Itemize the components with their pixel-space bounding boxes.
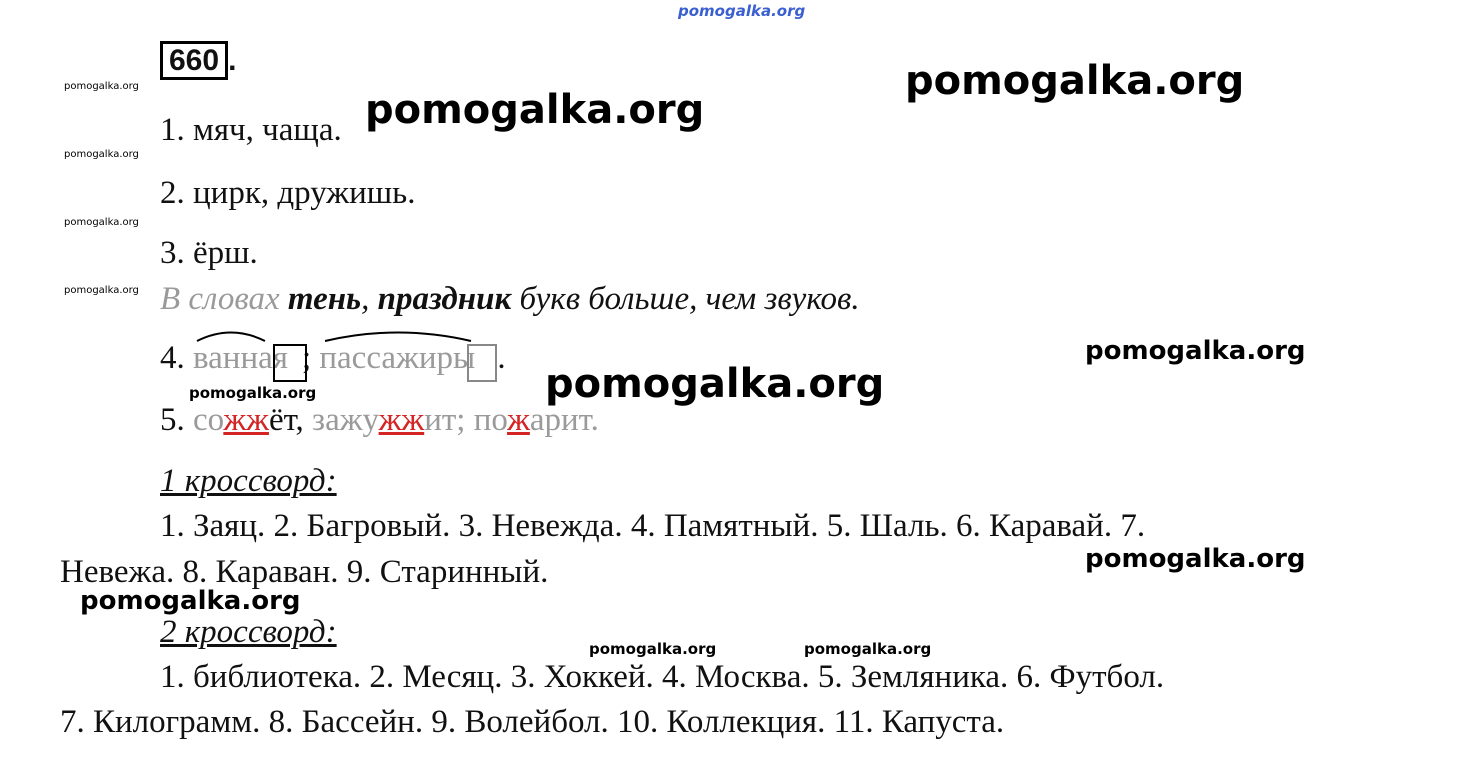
task-number: 660 (160, 41, 228, 80)
note-prefix: В словах (160, 281, 288, 317)
crossword-2-heading: 2 кроссворд: (160, 614, 337, 650)
crossword-1-heading: 1 кроссворд: (160, 463, 337, 499)
note-word-prazdnik: праздник (377, 281, 512, 317)
word-part: по (473, 402, 508, 438)
margin-watermark: pomogalka.org (64, 149, 139, 160)
watermark-small: pomogalka.org (804, 640, 932, 658)
separator: ; (456, 402, 474, 438)
line-4-number: 4. (160, 340, 193, 376)
word-part: со (193, 402, 224, 438)
answer-line-1: 1. мяч, чаща. (160, 112, 342, 148)
note-word-ten: тень (287, 281, 362, 317)
word-vannaya (193, 340, 288, 377)
ending-box-icon (467, 344, 497, 382)
note-separator: , (361, 281, 378, 317)
line-5-number: 5. (160, 402, 193, 438)
answer-line-5 (160, 402, 599, 439)
root-arc-icon (323, 328, 473, 342)
crossword-2-line-1: 1. библиотека. 2. Месяц. 3. Хоккей. 4. Москва. 5. Земляника. 6. Футбол. (160, 659, 1165, 695)
watermark-large: pomogalka.org (905, 58, 1245, 104)
word-vannaya-text: ванная (193, 340, 288, 376)
letters-sounds-note (160, 281, 860, 318)
highlighted-letters: жж (378, 402, 425, 438)
line-4-separator: ; (301, 340, 320, 376)
answer-line-3: 3. ёрш. (160, 235, 258, 271)
watermark-large: pomogalka.org (365, 87, 705, 133)
crossword-1-line-1: 1. Заяц. 2. Багровый. 3. Невежда. 4. Памятный. 5. Шаль. 6. Каравай. 7. (160, 508, 1146, 544)
watermark-small: pomogalka.org (189, 384, 317, 402)
root-arc-icon (195, 328, 267, 342)
watermark-medium: pomogalka.org (1085, 336, 1306, 366)
task-number-dot: . (228, 44, 237, 77)
watermark-medium: pomogalka.org (80, 586, 301, 616)
watermark-small: pomogalka.org (589, 640, 717, 658)
answer-line-2: 2. цирк, дружишь. (160, 175, 416, 211)
watermark-medium: pomogalka.org (1085, 544, 1306, 574)
crossword-2-line-2: 7. Килограмм. 8. Бассейн. 9. Волейбол. 10. Коллекция. 11. Капуста. (60, 704, 1005, 740)
top-watermark: pomogalka.org (678, 2, 806, 20)
word-part: ит (424, 402, 457, 438)
word-part: арит. (529, 402, 599, 438)
word-passazhiry-text: пассажиры (319, 340, 476, 376)
word-passazhiry (319, 340, 475, 377)
ending-box-icon (273, 344, 307, 382)
word-part: зажу (312, 402, 379, 438)
crossword-1-line-2: Невежа. 8. Караван. 9. Старинный. (60, 554, 549, 590)
task-number-block (160, 44, 236, 78)
answer-line-4 (160, 340, 506, 377)
highlighted-letters: жж (223, 402, 269, 438)
margin-watermark: pomogalka.org (64, 285, 139, 296)
margin-watermark: pomogalka.org (64, 81, 139, 92)
margin-watermark: pomogalka.org (64, 217, 139, 228)
separator: , (295, 402, 313, 438)
word-part: ёт (268, 402, 296, 438)
note-suffix: букв больше, чем звуков. (511, 281, 860, 317)
line-4-end: . (489, 340, 506, 376)
highlighted-letters: ж (507, 402, 530, 438)
watermark-large: pomogalka.org (545, 361, 885, 407)
